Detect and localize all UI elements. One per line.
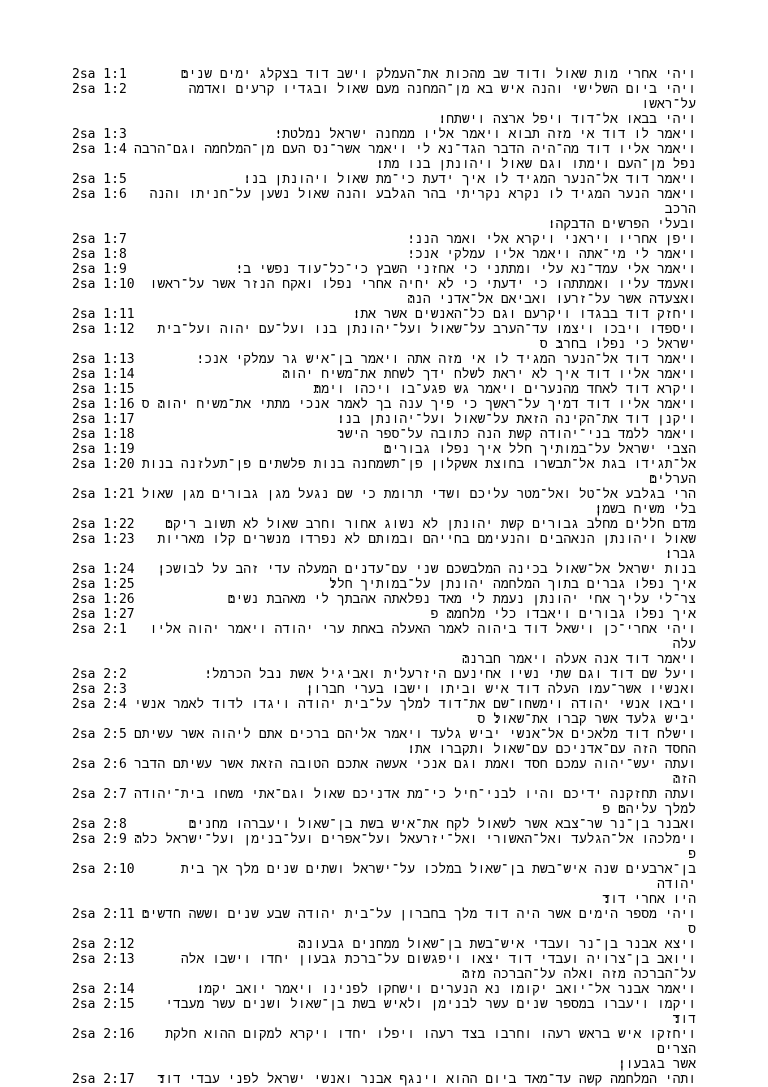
verse-reference: 2sa 2:4 [72, 697, 127, 712]
verse-text [141, 367, 696, 382]
verse-reference: 2sa 1:23 [72, 532, 135, 547]
verse-reference: 2sa 1:24 [72, 562, 135, 577]
verse-text-line: ויאמר אליו דוד איך לא יראת לשלח ידך לשחת את־משיח יהוה׃ [282, 367, 696, 382]
verse-line [72, 67, 696, 82]
verse-reference: 2sa 1:17 [72, 412, 135, 427]
verse-reference: 2sa 1:14 [72, 367, 135, 382]
verse-line [72, 622, 696, 667]
verse-text [141, 412, 696, 427]
verse-text [133, 787, 696, 817]
verse-text [133, 622, 696, 667]
verse-text [133, 727, 696, 757]
verse-text-line: ותהי המלחמה קשה עד־מאד ביום ההוא וינגף אבנר ואנשי ישראל לפני עבדי דוד׃ [157, 1072, 696, 1087]
verse-text [141, 307, 696, 322]
verse-text [141, 562, 696, 577]
verse-line [72, 682, 696, 697]
verse-line [72, 322, 696, 352]
verse-text [133, 187, 696, 232]
verse-reference: 2sa 2:2 [72, 667, 127, 682]
verse-text [141, 397, 696, 412]
verse-text-line: מדם חללים מחלב גבורים קשת יהונתן לא נשוג אחור וחרב שאול לא תשוב ריקם׃ [165, 517, 696, 532]
verse-text-line: ויאמר אליו דוד מה־היה הדבר הגד־נא לי ויאמר אשר־נס העם מן־המלחמה וגם־הרבה [134, 142, 696, 157]
verse-reference: 2sa 1:12 [72, 322, 135, 337]
verse-text-line: ויאמר דוד אל־הנער המגיד לו אי מזה אתה ויאמר בן־איש גר עמלקי אנכי׃ [196, 352, 696, 367]
verse-text-line: איך נפלו גבורים ויאבדו כלי מלחמה׃ פ [430, 607, 696, 622]
verse-text [141, 457, 696, 487]
verse-text [141, 322, 696, 352]
verse-line [72, 367, 696, 382]
verse-line [72, 262, 696, 277]
verse-text [133, 172, 696, 187]
verse-text [141, 532, 696, 562]
verse-line [72, 412, 696, 427]
verse-text-line: ויאמר אבנר אל־יואב יקומו נא הנערים וישחקו לפנינו ויאמר יואב יקמו׃ [196, 982, 696, 997]
verse-line [72, 1072, 696, 1087]
verse-text [133, 757, 696, 787]
verse-reference: 2sa 1:6 [72, 187, 127, 202]
verse-reference: 2sa 1:5 [72, 172, 127, 187]
verse-text-line: ויואב בן־צרויה ועבדי דוד יצאו ויפגשום על־ברכת גבעון יחדו וישבו אלה [180, 952, 696, 967]
verse-reference: 2sa 1:9 [72, 262, 127, 277]
verse-text [133, 142, 696, 172]
verse-text-line: איך נפלו גברים בתוך המלחמה יהונתן על־במותיך חלל׃ [329, 577, 696, 592]
verse-text-line: הערלים׃ [649, 472, 696, 487]
verse-line [72, 697, 696, 727]
verse-line [72, 247, 696, 262]
verse-reference: 2sa 1:25 [72, 577, 135, 592]
verse-line [72, 487, 696, 517]
verse-line [72, 277, 696, 307]
verse-reference: 2sa 2:5 [72, 727, 127, 742]
verse-reference: 2sa 1:16 [72, 397, 135, 412]
verse-text-line: ויאמר הנער המגיד לו נקרא נקריתי בהר הגלבע והנה שאול נשען על־חניתו והנה הרכב [149, 187, 696, 217]
verse-reference: 2sa 2:13 [72, 952, 135, 967]
document-body [72, 67, 696, 1087]
verse-text-line: הרי בגלבע אל־טל ואל־מטר עליכם ושדי תרומת כי שם נגעל מגן גבורים מגן שאול [141, 487, 696, 502]
verse-text-line: למלך עליהם׃ פ [602, 802, 696, 817]
verse-line [72, 307, 696, 322]
verse-text-line: ויהי ביום השלישי והנה איש בא מן־המחנה מעם שאול ובגדיו קרעים ואדמה על־ראשו [188, 82, 696, 112]
verse-text-line: ואצעדה אשר על־זרעו ואביאם אל־אדני הנה׃ [407, 292, 696, 307]
verse-text-line: ויהי אחרי מות שאול ודוד שב מהכות את־העמלק וישב דוד בצקלג ימים שנים׃ [180, 67, 696, 82]
verse-text-line: ויחזקו איש בראש רעהו וחרבו בצד רעהו ויפלו יחדו ויקרא למקום ההוא חלקת הצרים [165, 1027, 696, 1057]
verse-text [141, 862, 696, 907]
verse-line [72, 457, 696, 487]
verse-text-line: בנות ישראל אל־שאול בכינה המלבשכם שני עם־עדנים המעלה עדי זהב על לבושכן׃ [157, 562, 696, 577]
verse-reference: 2sa 2:7 [72, 787, 127, 802]
verse-reference: 2sa 1:21 [72, 487, 135, 502]
verse-text-line: ויקנן דוד את־הקינה הזאת על־שאול ועל־יהונתן בנו׃ [336, 412, 696, 427]
verse-text [141, 907, 696, 937]
verse-text [141, 952, 696, 982]
verse-reference: 2sa 1:2 [72, 82, 127, 97]
verse-line [72, 787, 696, 817]
verse-reference: 2sa 2:12 [72, 937, 135, 952]
verse-line [72, 442, 696, 457]
verse-reference: 2sa 1:18 [72, 427, 135, 442]
verse-reference: 2sa 1:20 [72, 457, 135, 472]
verse-text-line: הצבי ישראל על־במותיך חלל איך נפלו גבורים׃ [383, 442, 696, 457]
verse-line [72, 427, 696, 442]
verse-text-line: ויעל שם דוד וגם שתי נשיו אחינעם היזרעלית ואביגיל אשת נבל הכרמלי׃ [204, 667, 696, 682]
verse-line [72, 667, 696, 682]
verse-line [72, 1027, 696, 1072]
verse-line [72, 757, 696, 787]
verse-text [141, 607, 696, 622]
verse-line [72, 172, 696, 187]
verse-text-line: ויאמר אליו דוד דמיך על־ראשך כי פיך ענה בך לאמר אנכי מתתי את־משיח יהוה׃ ס [141, 397, 696, 412]
verse-text-line: נפל מן־העם וימתו וגם שאול ויהונתן בנו מתו׃ [375, 157, 696, 172]
verse-text-line: יביש גלעד אשר קברו את־שאול׃ ס [477, 712, 696, 727]
verse-text-line: בלי משיח בשמן׃ [594, 502, 696, 517]
verse-line [72, 82, 696, 127]
verse-reference: 2sa 1:10 [72, 277, 135, 292]
verse-line [72, 532, 696, 562]
verse-text [141, 517, 696, 532]
verse-reference: 2sa 2:15 [72, 997, 135, 1012]
verse-line [72, 232, 696, 247]
verse-reference: 2sa 2:14 [72, 982, 135, 997]
verse-text [133, 697, 696, 727]
verse-text [141, 277, 696, 307]
verse-line [72, 127, 696, 142]
verse-text-line: ויהי מספר הימים אשר היה דוד מלך בחברון על־בית יהודה שבע שנים וששה חדשים׃ ס [141, 907, 696, 937]
verse-reference: 2sa 2:11 [72, 907, 135, 922]
verse-line [72, 142, 696, 172]
verse-text [133, 127, 696, 142]
verse-text-line: ויאמר דוד אל־הנער המגיד לו איך ידעת כי־מת שאול ויהונתן בנו׃ [243, 172, 696, 187]
verse-text-line: ויהי אחרי־כן וישאל דוד ביהוה לאמר האעלה באחת ערי יהודה ויאמר יהוה אליו עלה [149, 622, 696, 652]
verse-line [72, 727, 696, 757]
verse-text [141, 997, 696, 1027]
verse-text [133, 82, 696, 127]
verse-reference: 2sa 2:6 [72, 757, 127, 772]
verse-text-line: ויפן אחריו ויראני ויקרא אלי ואמר הנני׃ [407, 232, 696, 247]
verse-reference: 2sa 1:1 [72, 67, 127, 82]
verse-text-line: ויבאו אנשי יהודה וימשחו־שם את־דוד למלך על־בית יהודה ויגדו לדוד לאמר אנשי [134, 697, 696, 712]
verse-reference: 2sa 2:17 [72, 1072, 135, 1087]
verse-text-line: ויקמו ויעברו במספר שנים עשר לבנימן ולאיש בשת בן־שאול ושנים עשר מעבדי דוד׃ [165, 997, 696, 1027]
verse-text-line: ויהי בבאו אל־דוד ויפל ארצה וישתחו׃ [438, 112, 696, 127]
verse-reference: 2sa 1:26 [72, 592, 135, 607]
verse-text-line: ויחזק דוד בבגדו ויקרעם וגם כל־האנשים אשר אתו׃ [352, 307, 696, 322]
verse-text [141, 487, 696, 517]
verse-line [72, 817, 696, 832]
verse-reference: 2sa 2:1 [72, 622, 127, 637]
verse-text-line: ועתה יעש־יהוה עמכם חסד ואמת וגם אנכי אעשה אתכם הטובה הזאת אשר עשיתם הדבר [133, 757, 696, 772]
verse-reference: 2sa 1:4 [72, 142, 127, 157]
verse-text [133, 817, 696, 832]
verse-text-line: ויאמר דוד אנה אעלה ויאמר חברנה׃ [461, 652, 696, 667]
verse-text [133, 262, 696, 277]
verse-line [72, 907, 696, 937]
verse-line [72, 352, 696, 367]
verse-text-line: ועתה תחזקנה ידיכם והיו לבני־חיל כי־מת אדניכם שאול וגם־אתי משחו בית־יהודה [134, 787, 696, 802]
verse-text [141, 937, 696, 952]
verse-text [141, 1027, 696, 1072]
verse-text-line: ויצא אבנר בן־נר ועבדי איש־בשת בן־שאול ממחנים גבעונה׃ [297, 937, 696, 952]
verse-text-line: ואנשיו אשר־עמו העלה דוד איש וביתו וישבו בערי חברון׃ [305, 682, 696, 697]
verse-text [133, 67, 696, 82]
verse-text [141, 982, 696, 997]
verse-reference: 2sa 1:13 [72, 352, 135, 367]
verse-text-line: החסד הזה עם־אדניכם עם־שאול ותקברו אתו׃ [407, 742, 696, 757]
verse-text-line: בן־ארבעים שנה איש־בשת בן־שאול במלכו על־ישראל ושתים שנים מלך אך בית יהודה [180, 862, 696, 892]
verse-reference: 2sa 1:7 [72, 232, 127, 247]
verse-line [72, 187, 696, 232]
verse-text-line: על־הברכה מזה ואלה על־הברכה מזה׃ [461, 967, 696, 982]
verse-text-line: ואעמד עליו ואמתתהו כי ידעתי כי לא יחיה אחרי נפלו ואקח הנזר אשר על־ראשו [149, 277, 696, 292]
verse-text-line: וישלח דוד מלאכים אל־אנשי יביש גלעד ויאמר אליהם ברכים אתם ליהוה אשר עשיתם [134, 727, 696, 742]
verse-text [141, 577, 696, 592]
verse-text-line: ואבנר בן־נר שר־צבא אשר לשאול לקח את־איש בשת בן־שאול ויעברהו מחנים׃ [188, 817, 696, 832]
verse-line [72, 952, 696, 982]
verse-reference: 2sa 2:10 [72, 862, 135, 877]
verse-text-line: ויספדו ויבכו ויצמו עד־הערב על־שאול ועל־יהונתן בנו ועל־עם יהוה ועל־בית [157, 322, 696, 337]
verse-text-line: צר־לי עליך אחי יהונתן נעמת לי מאד נפלאתה אהבתך לי מאהבת נשים׃ [227, 592, 696, 607]
verse-reference: 2sa 2:3 [72, 682, 127, 697]
verse-line [72, 592, 696, 607]
verse-reference: 2sa 1:27 [72, 607, 135, 622]
verse-text-line: הזה׃ [672, 772, 696, 787]
verse-line [72, 832, 696, 862]
verse-text-line: ויאמר אלי עמד־נא עלי ומתתני כי אחזני השבץ כי־כל־עוד נפשי בי׃ [235, 262, 696, 277]
verse-text [133, 667, 696, 682]
verse-text-line: שאול ויהונתן הנאהבים והנעימם בחייהם ובמותם לא נפרדו מנשרים קלו מאריות גברו׃ [157, 532, 696, 562]
verse-line [72, 937, 696, 952]
verse-reference: 2sa 2:9 [72, 832, 127, 847]
verse-text-line: ויאמר ללמד בני־יהודה קשת הנה כתובה על־ספר הישר׃ [336, 427, 696, 442]
verse-text-line: וימלכהו אל־הגלעד ואל־האשורי ואל־יזרעאל ועל־אפרים ועל־בנימן ועל־ישראל כלה׃ פ [134, 832, 696, 862]
verse-line [72, 397, 696, 412]
verse-text [141, 352, 696, 367]
verse-line [72, 862, 696, 907]
verse-reference: 2sa 2:8 [72, 817, 127, 832]
verse-text-line: אל־תגידו בגת אל־תבשרו בחוצת אשקלון פן־תשמחנה בנות פלשתים פן־תעלזנה בנות [141, 457, 696, 472]
verse-line [72, 562, 696, 577]
verse-text [141, 592, 696, 607]
verse-reference: 2sa 2:16 [72, 1027, 135, 1042]
verse-text-line: היו אחרי דוד׃ [602, 892, 696, 907]
verse-reference: 2sa 1:11 [72, 307, 135, 322]
verse-text [133, 232, 696, 247]
verse-text [133, 247, 696, 262]
verse-line [72, 982, 696, 997]
verse-text [141, 442, 696, 457]
verse-text [133, 682, 696, 697]
verse-line [72, 997, 696, 1027]
verse-line [72, 607, 696, 622]
verse-text-line: ישראל כי נפלו בחרב׃ ס [539, 337, 696, 352]
verse-text-line: ויאמר לו דוד אי מזה תבוא ויאמר אליו ממחנה ישראל נמלטתי׃ [274, 127, 696, 142]
verse-text [141, 382, 696, 397]
verse-text-line: ובעלי הפרשים הדבקהו׃ [547, 217, 696, 232]
verse-text [133, 832, 696, 862]
verse-reference: 2sa 1:19 [72, 442, 135, 457]
verse-text-line: ויאמר לי מי־אתה ויאמר אליו עמלקי אנכי׃ [407, 247, 696, 262]
verse-line [72, 517, 696, 532]
verse-reference: 2sa 1:15 [72, 382, 135, 397]
verse-text-line: ויקרא דוד לאחד מהנערים ויאמר גש פגע־בו ויכהו וימת׃ [313, 382, 696, 397]
verse-reference: 2sa 1:8 [72, 247, 127, 262]
verse-text [141, 1072, 696, 1087]
verse-reference: 2sa 1:22 [72, 517, 135, 532]
verse-line [72, 382, 696, 397]
verse-line [72, 577, 696, 592]
verse-text [141, 427, 696, 442]
verse-reference: 2sa 1:3 [72, 127, 127, 142]
verse-text-line: אשר בגבעון׃ [617, 1057, 696, 1072]
